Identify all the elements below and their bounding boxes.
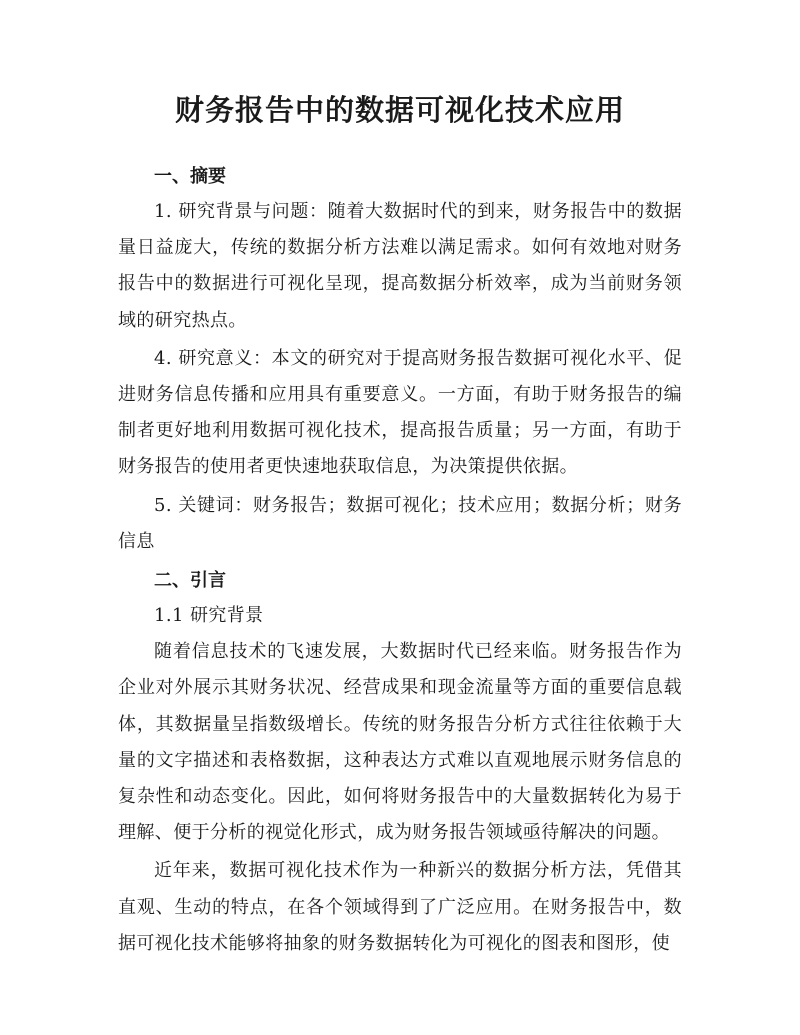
document-title: 财务报告中的数据可视化技术应用 <box>174 93 625 127</box>
abstract-paragraph-significance: 4. 研究意义：本文的研究对于提高财务报告数据可视化水平、促进财务信息传播和应用具有重要意义。一方面，有助于财务报告的编制者更好地利用数据可视化技术，提高报告质量；另一方面，有助于财务报告的使用者更快速地获取信息，为决策提供依据。 <box>118 347 682 478</box>
section-heading-intro: 二、引言 <box>154 570 226 592</box>
abstract-paragraph-background: 1. 研究背景与问题：随着大数据时代的到来，财务报告中的数据量日益庞大，传统的数据分析方法难以满足需求。如何有效地对财务报告中的数据进行可视化呈现，提高数据分析效率，成为当前财务领域的研究热点。 <box>118 201 682 331</box>
intro-paragraph-1: 随着信息技术的飞速发展，大数据时代已经来临。财务报告作为企业对外展示其财务状况、经营成果和现金流量等方面的重要信息载体，其数据量呈指数级增长。传统的财务报告分析方式往往依赖于大量的文字描述和表格数据，这种表达方式难以直观地展示财务信息的复杂性和动态变化。因此，如何将财务报告中的大量数据转化为易于理解、便于分析的视觉化形式，成为财务报告领域亟待解决的问题。 <box>118 641 682 844</box>
intro-paragraph-2: 近年来，数据可视化技术作为一种新兴的数据分析方法，凭借其直观、生动的特点，在各个领域得到了广泛应用。在财务报告中，数据可视化技术能够将抽象的财务数据转化为可视化的图表和图形，使 <box>118 860 682 954</box>
section-heading-abstract: 一、摘要 <box>154 166 226 187</box>
subsection-heading-background: 1.1 研究背景 <box>154 605 264 627</box>
abstract-paragraph-keywords: 5. 关键词：财务报告；数据可视化；技术应用；数据分析；财务信息 <box>118 494 682 552</box>
